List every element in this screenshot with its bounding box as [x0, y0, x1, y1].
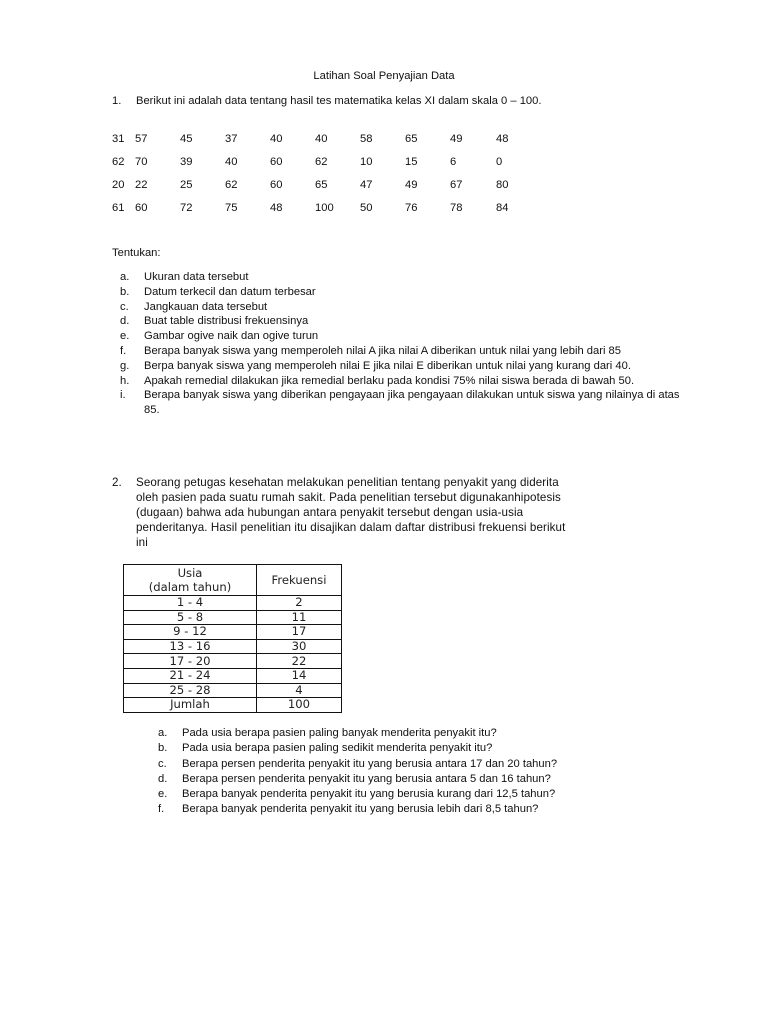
item-letter: d. — [120, 315, 130, 328]
score-cell: 50 — [360, 202, 373, 214]
list-item — [112, 270, 682, 285]
score-cell: 67 — [450, 179, 463, 191]
score-cell: 40 — [270, 133, 283, 145]
table-row — [124, 596, 342, 611]
header-frekuensi: Frekuensi — [257, 565, 342, 596]
total-value: 100 — [257, 698, 342, 713]
score-cell: 76 — [405, 202, 418, 214]
usia-cell: 25 - 28 — [124, 683, 257, 698]
item-letter: f. — [120, 344, 127, 357]
list-item — [112, 344, 682, 359]
score-cell: 48 — [496, 133, 509, 145]
score-cell: 60 — [270, 179, 283, 191]
item-text: Berapa banyak penderita penyakit itu yang berusia kurang dari 12,5 tahun? — [182, 788, 556, 801]
question-2-line: (dugaan) bahwa ada hubungan antara penyakit tersebut dengan usia-usia — [136, 506, 524, 519]
score-cell: 49 — [405, 179, 418, 191]
list-item — [112, 374, 682, 389]
table-header-row — [124, 565, 342, 596]
item-letter: h. — [120, 374, 130, 387]
item-letter: g. — [120, 359, 130, 372]
score-cell: 22 — [135, 179, 148, 191]
list-item — [112, 300, 682, 315]
list-item — [158, 757, 557, 772]
score-cell: 45 — [180, 133, 193, 145]
item-text: Jangkauan data tersebut — [144, 300, 268, 313]
score-cell: 10 — [360, 156, 373, 168]
question-2-tasks — [158, 726, 557, 818]
usia-cell: 13 - 16 — [124, 639, 257, 654]
score-row — [0, 180, 768, 194]
header-usia — [124, 565, 257, 596]
usia-cell: 21 - 24 — [124, 668, 257, 683]
score-cell: 60 — [135, 202, 148, 214]
score-cell: 48 — [270, 202, 283, 214]
question-2-line: penderitanya. Hasil penelitian itu disajikan dalam daftar distribusi frekuensi berikut — [136, 521, 566, 534]
question-1-text: Berikut ini adalah data tentang hasil tes matematika kelas XI dalam skala 0 – 100. — [136, 95, 542, 107]
list-item — [158, 741, 557, 756]
list-item — [158, 802, 557, 817]
item-letter: e. — [158, 788, 168, 801]
table-row — [124, 683, 342, 698]
frekuensi-cell: 17 — [257, 625, 342, 640]
item-text: Berapa persen penderita penyakit itu yang berusia antara 5 dan 16 tahun? — [182, 772, 551, 785]
header-usia-line1: Usia — [177, 566, 203, 580]
item-letter: b. — [158, 742, 168, 755]
frekuensi-cell: 30 — [257, 639, 342, 654]
score-row — [0, 157, 768, 171]
score-row — [0, 134, 768, 148]
score-cell: 6 — [450, 156, 457, 168]
score-cell: 62 — [112, 156, 125, 168]
header-usia-line2: (dalam tahun) — [148, 580, 232, 594]
item-text: Ukuran data tersebut — [144, 271, 249, 283]
score-cell: 62 — [225, 179, 238, 191]
list-item — [158, 787, 557, 802]
list-item — [112, 329, 682, 344]
question-1-number: 1. — [112, 95, 122, 107]
item-text: Buat table distribusi frekuensinya — [144, 315, 309, 328]
item-letter: c. — [120, 300, 129, 313]
score-cell: 15 — [405, 156, 418, 168]
usia-cell: 9 - 12 — [124, 625, 257, 640]
score-cell: 65 — [315, 179, 328, 191]
question-2-line: oleh pasien pada suatu rumah sakit. Pada penelitian tersebut digunakanhipotesis — [136, 491, 561, 504]
list-item — [158, 772, 557, 787]
score-cell: 60 — [270, 156, 283, 168]
item-letter: d. — [158, 772, 168, 785]
question-2-text — [112, 475, 672, 550]
table-row — [124, 639, 342, 654]
question-2-line: ini — [136, 536, 148, 549]
usia-cell: 17 - 20 — [124, 654, 257, 669]
score-cell: 62 — [315, 156, 328, 168]
score-cell: 31 — [112, 133, 125, 145]
item-text: Berapa banyak siswa yang diberikan pengayaan jika pengayaan dilakukan untuk siswa yang nilainya di atas 85. — [144, 389, 680, 417]
item-text: Berpa banyak siswa yang memperoleh nilai E jika nilai E diberikan untuk nilai yang kurang dari 40. — [144, 359, 631, 372]
frekuensi-cell: 11 — [257, 610, 342, 625]
score-cell: 37 — [225, 133, 238, 145]
score-cell: 0 — [496, 156, 503, 168]
score-cell: 72 — [180, 202, 193, 214]
table-row — [124, 625, 342, 640]
list-item — [112, 285, 682, 300]
list-item — [112, 359, 682, 374]
score-cell: 78 — [450, 202, 463, 214]
score-cell: 75 — [225, 202, 238, 214]
score-cell: 47 — [360, 179, 373, 191]
item-text: Berapa banyak penderita penyakit itu yang berusia lebih dari 8,5 tahun? — [182, 803, 539, 816]
table-row — [124, 610, 342, 625]
item-text: Apakah remedial dilakukan jika remedial berlaku pada kondisi 75% nilai siswa berada di bawah 50. — [144, 374, 635, 387]
item-letter: b. — [120, 285, 130, 298]
list-item — [112, 314, 682, 329]
item-letter: i. — [120, 389, 126, 402]
item-letter: a. — [120, 271, 130, 283]
item-letter: f. — [158, 803, 165, 816]
list-item — [112, 388, 682, 418]
frekuensi-cell: 2 — [257, 596, 342, 611]
item-text: Datum terkecil dan datum terbesar — [144, 285, 316, 298]
item-letter: e. — [120, 330, 130, 343]
table-total-row — [124, 698, 342, 713]
score-cell: 58 — [360, 133, 373, 145]
item-letter: a. — [158, 727, 168, 739]
table-row — [124, 654, 342, 669]
tentukan-label: Tentukan: — [112, 247, 161, 259]
frequency-table — [123, 564, 342, 713]
table-row — [124, 668, 342, 683]
score-cell: 100 — [315, 202, 334, 214]
score-cell: 40 — [315, 133, 328, 145]
score-cell: 57 — [135, 133, 148, 145]
score-cell: 39 — [180, 156, 193, 168]
score-cell: 61 — [112, 202, 125, 214]
item-letter: c. — [158, 757, 167, 770]
score-cell: 25 — [180, 179, 193, 191]
usia-cell: 5 - 8 — [124, 610, 257, 625]
frekuensi-cell: 4 — [257, 683, 342, 698]
item-text: Pada usia berapa pasien paling banyak menderita penyakit itu? — [182, 727, 497, 739]
score-row — [0, 203, 768, 217]
list-item — [158, 726, 557, 741]
frekuensi-cell: 22 — [257, 654, 342, 669]
score-cell: 84 — [496, 202, 509, 214]
frekuensi-cell: 14 — [257, 668, 342, 683]
score-cell: 80 — [496, 179, 509, 191]
score-cell: 49 — [450, 133, 463, 145]
usia-cell: 1 - 4 — [124, 596, 257, 611]
score-cell: 20 — [112, 179, 125, 191]
item-text: Pada usia berapa pasien paling sedikit menderita penyakit itu? — [182, 742, 493, 755]
item-text: Gambar ogive naik dan ogive turun — [144, 330, 319, 343]
page-title: Latihan Soal Penyajian Data — [313, 70, 455, 82]
score-cell: 65 — [405, 133, 418, 145]
item-text: Berapa banyak siswa yang memperoleh nilai A jika nilai A diberikan untuk nilai yang lebih dari 85 — [144, 344, 622, 357]
item-text: Berapa persen penderita penyakit itu yang berusia antara 17 dan 20 tahun? — [182, 757, 558, 770]
question-1-tasks — [112, 270, 682, 418]
question-2-number: 2. — [112, 476, 122, 489]
score-cell: 70 — [135, 156, 148, 168]
score-cell: 40 — [225, 156, 238, 168]
question-2-line: Seorang petugas kesehatan melakukan penelitian tentang penyakit yang diderita — [136, 476, 559, 489]
total-label: Jumlah — [124, 698, 257, 713]
